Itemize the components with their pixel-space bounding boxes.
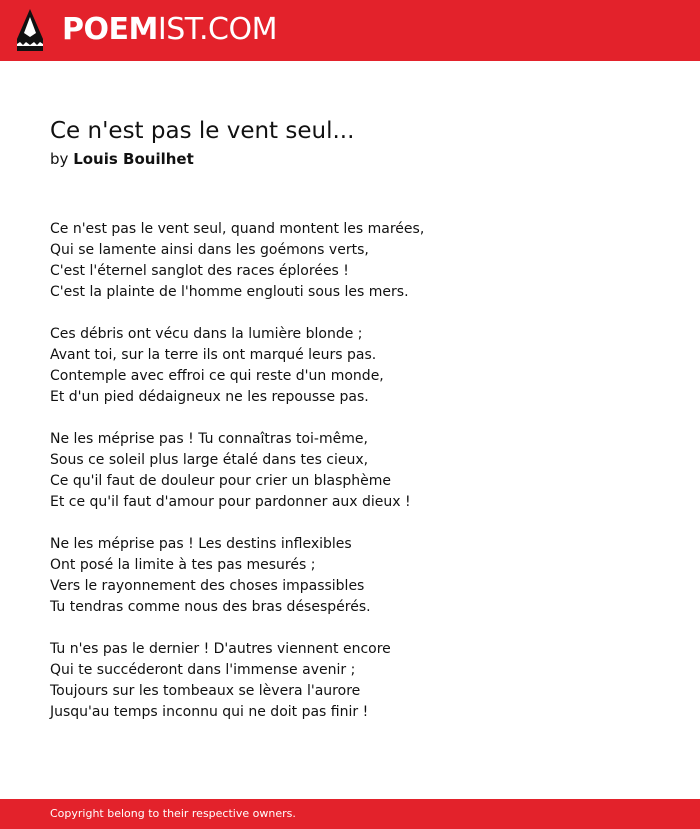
poem-line: Ces débris ont vécu dans la lumière blonde ;: [50, 326, 363, 342]
stanza-4: [50, 534, 650, 618]
poem-line: Ce n'est pas le vent seul, quand montent les marées,: [50, 221, 425, 237]
by-label: by: [50, 150, 69, 168]
copyright-text: Copyright belong to their respective owners.: [50, 807, 296, 820]
poem-line: Contemple avec effroi ce qui reste d'un monde,: [50, 368, 384, 384]
site-footer: [0, 799, 700, 829]
stanza-1: [50, 219, 650, 303]
poem-line: Et ce qu'il faut d'amour pour pardonner aux dieux !: [50, 494, 411, 510]
poem-title: Ce n'est pas le vent seul...: [50, 118, 355, 144]
poem-line: Toujours sur les tombeaux se lèvera l'aurore: [50, 683, 361, 699]
poem-line: Tu n'es pas le dernier ! D'autres viennent encore: [50, 641, 391, 657]
poem-line: Qui te succéderont dans l'immense avenir ;: [50, 662, 356, 678]
stanza-2: [50, 324, 650, 408]
poem-line: C'est la plainte de l'homme englouti sous les mers.: [50, 284, 409, 300]
stanza-5: [50, 639, 650, 723]
poem-line: Jusqu'au temps inconnu qui ne doit pas finir !: [50, 704, 369, 720]
poem-line: C'est l'éternel sanglot des races éplorées !: [50, 263, 349, 279]
poem-line: Ont posé la limite à tes pas mesurés ;: [50, 557, 316, 573]
pencil-tip-icon[interactable]: [17, 9, 43, 51]
brand-strong: POEM: [62, 12, 158, 47]
poem-line: Sous ce soleil plus large étalé dans tes cieux,: [50, 452, 369, 468]
poem-line: Vers le rayonnement des choses impassibles: [50, 578, 365, 594]
poem-body: [50, 219, 650, 744]
site-logo-text[interactable]: [62, 12, 277, 48]
poem-line: Tu tendras comme nous des bras désespérés.: [50, 599, 371, 615]
site-header: [0, 0, 700, 61]
poem-line: Ne les méprise pas ! Les destins inflexibles: [50, 536, 352, 552]
poem-line: Ce qu'il faut de douleur pour crier un blasphème: [50, 473, 392, 489]
poem-line: Et d'un pied dédaigneux ne les repousse pas.: [50, 389, 369, 405]
poem-author: Louis Bouilhet: [73, 150, 194, 168]
poem-byline: [50, 149, 194, 169]
poem-line: Qui se lamente ainsi dans les goémons verts,: [50, 242, 369, 258]
poem-line: Ne les méprise pas ! Tu connaîtras toi-même,: [50, 431, 368, 447]
brand-light: IST.COM: [157, 12, 277, 47]
poem-line: Avant toi, sur la terre ils ont marqué leurs pas.: [50, 347, 377, 363]
stanza-3: [50, 429, 650, 513]
